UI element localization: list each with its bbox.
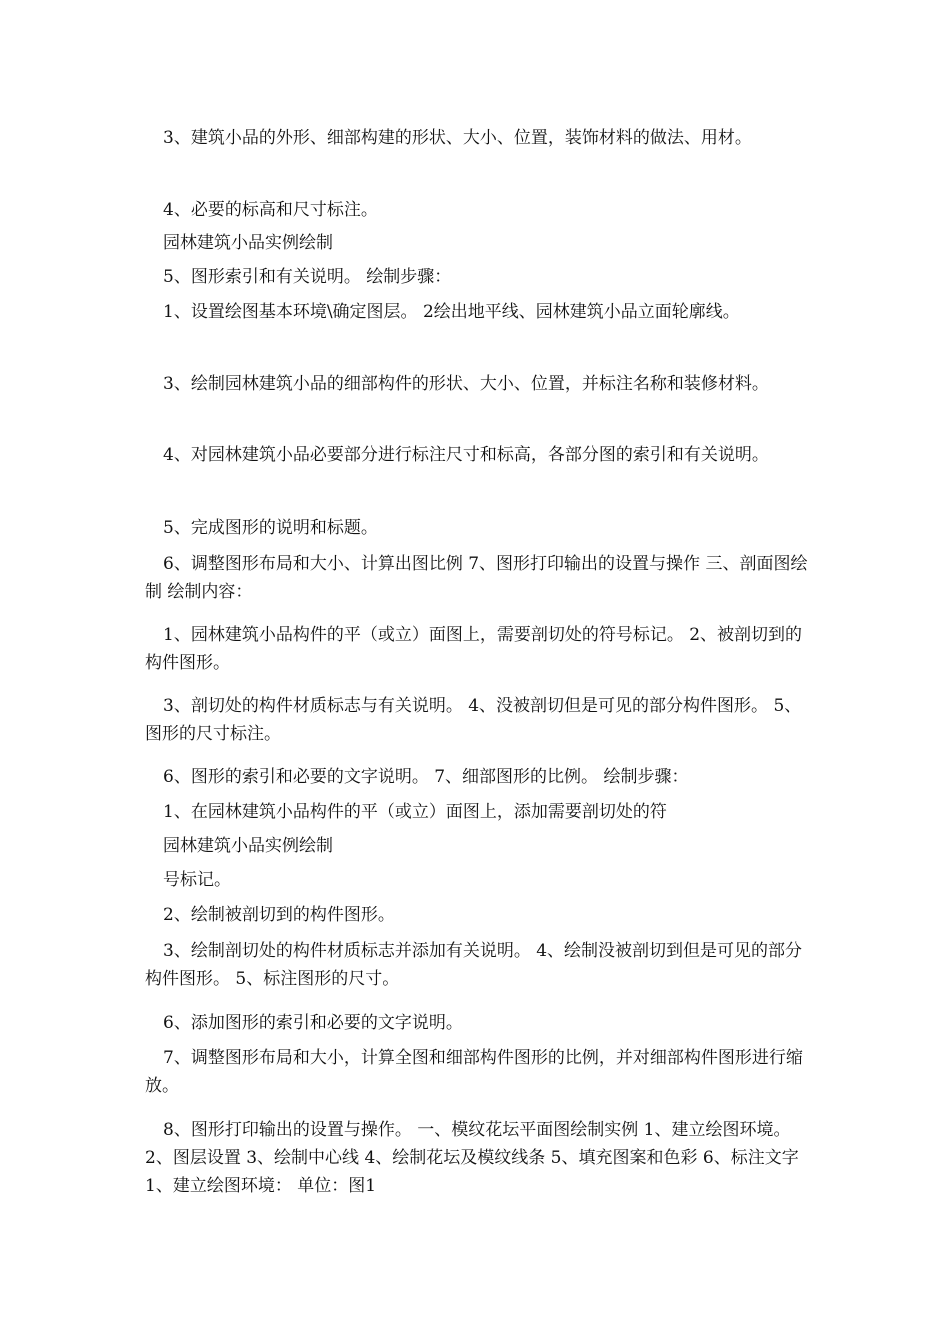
paragraph-2: 4、必要的标高和尺寸标注。: [163, 200, 378, 220]
paragraph-17: 3、绘制剖切处的构件材质标志并添加有关说明。 4、绘制没被剖切到但是可见的部分构件图形。 5、标注图形的尺寸。: [145, 941, 803, 989]
paragraph-3: 园林建筑小品实例绘制: [163, 233, 333, 253]
paragraph-19: 7、调整图形布局和大小，计算全图和细部构件图形的比例，并对细部构件图形进行缩放。: [145, 1048, 803, 1096]
paragraph-16: 2、绘制被剖切到的构件图形。: [163, 905, 395, 925]
paragraph-8: 5、完成图形的说明和标题。: [163, 518, 378, 538]
paragraph-6: 3、绘制园林建筑小品的细部构件的形状、大小、位置，并标注名称和装修材料。: [163, 374, 769, 394]
paragraph-9: 6、调整图形布局和大小、计算出图比例 7、图形打印输出的设置与操作 三、剖面图绘制 绘制内容：: [145, 554, 808, 602]
paragraph-11: 3、剖切处的构件材质标志与有关说明。 4、没被剖切但是可见的部分构件图形。 5、图形的尺寸标注。: [145, 696, 802, 744]
paragraph-13: 1、在园林建筑小品构件的平（或立）面图上，添加需要剖切处的符: [163, 802, 667, 822]
paragraph-12: 6、图形的索引和必要的文字说明。 7、细部图形的比例。 绘制步骤：: [163, 767, 689, 787]
paragraph-15: 号标记。: [163, 870, 231, 890]
paragraph-20: 8、图形打印输出的设置与操作。 一、模纹花坛平面图绘制实例 1、建立绘图环境。 2、图层设置 3、绘制中心线 4、绘制花坛及模纹线条 5、填充图案和色彩 6、标注文字 1、建立绘图环境： 单位：图1: [145, 1120, 799, 1196]
paragraph-5: 1、设置绘图基本环境\确定图层。 2绘出地平线、园林建筑小品立面轮廓线。: [163, 302, 740, 322]
paragraph-7: 4、对园林建筑小品必要部分进行标注尺寸和标高，各部分图的索引和有关说明。: [163, 445, 769, 465]
paragraph-14: 园林建筑小品实例绘制: [163, 836, 333, 856]
paragraph-18: 6、添加图形的索引和必要的文字说明。: [163, 1013, 463, 1033]
paragraph-10: 1、园林建筑小品构件的平（或立）面图上，需要剖切处的符号标记。 2、被剖切到的构件图形。: [145, 625, 803, 673]
paragraph-1: 3、建筑小品的外形、细部构建的形状、大小、位置，装饰材料的做法、用材。: [163, 128, 752, 148]
paragraph-4: 5、图形索引和有关说明。 绘制步骤：: [163, 267, 452, 287]
